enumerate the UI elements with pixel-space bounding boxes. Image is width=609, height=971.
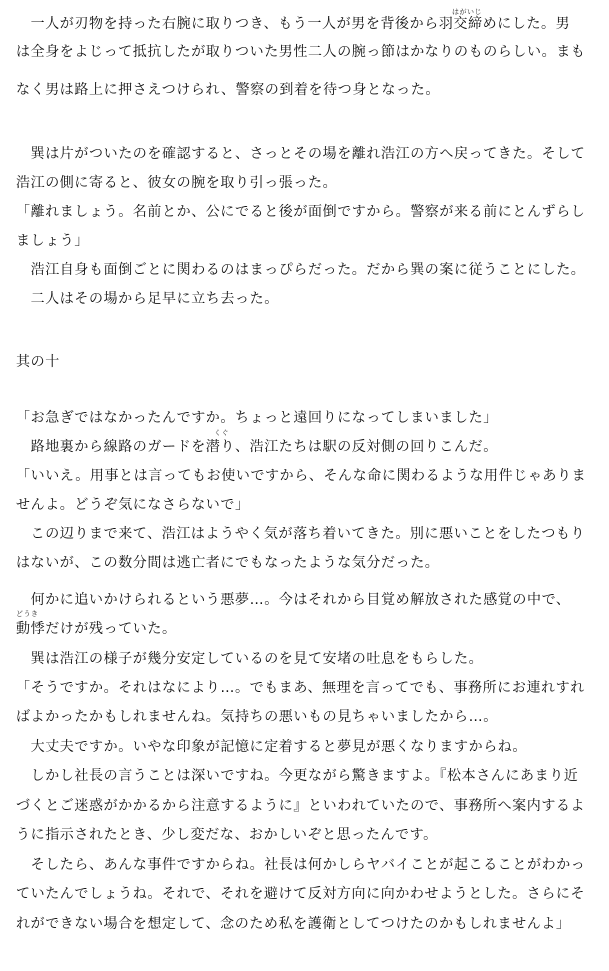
ruby-annotation: どうき [16, 610, 39, 618]
text-line: は全身をよじって抵抗したが取りついた男性二人の腕っ節はかなりのものらしい。まも [16, 44, 586, 60]
text-line: ばよかったかもしれませんね。気持ちの悪いもの見ちゃいましたから…。 [16, 709, 498, 725]
text-line: この辺りまで来て、浩江はようやく気が落ち着いてきた。別に悪いことをしたつもり [16, 526, 586, 542]
ruby-annotation: はがいじ [452, 8, 482, 16]
text-line: ましょう」 [16, 233, 89, 249]
text-line: 「お急ぎではなかったんですか。ちょっと遠回りになってしまいました」 [16, 410, 498, 426]
text-line: 二人はその場から足早に立ち去った。 [16, 291, 279, 307]
text-line: 浩江自身も面倒ごとに関わるのはまっぴらだった。だから巽の案に従うことにした。 [16, 262, 586, 278]
text-line: しかし社長の言うことは深いですね。今更ながら驚きますよ。『松本さんにあまり近 [16, 768, 579, 784]
text-line: れができない場合を想定して、念のため私を護衛としてつけたのかもしれませんよ」 [16, 916, 571, 932]
text-line: 一人が刃物を持った右腕に取りつき、もう一人が男を背後から羽交締めにした。男 [16, 16, 571, 32]
text-line: せんよ。どうぞ気になさらないで」 [16, 497, 250, 513]
text-line: 大丈夫ですか。いやな印象が記憶に定着すると夢見が悪くなりますからね。 [16, 739, 527, 755]
text-line: 「離れましょう。名前とか、公にでると後が面倒ですから。警察が来る前にとんずらし [16, 204, 586, 220]
text-line: 巽は片がついたのを確認すると、さっとその場を離れ浩江の方へ戻ってきた。そして [16, 146, 586, 162]
text-line: はないが、この数分間は逃亡者にでもなったような気分だった。 [16, 555, 440, 571]
text-line: 路地裏から線路のガードを潜り、浩江たちは駅の反対側の回りこんだ。 [16, 439, 498, 455]
text-line: 「そうですか。それはなにより…。でもまあ、無理を言ってでも、事務所にお連れすれ [16, 680, 585, 696]
section-heading: 其の十 [16, 354, 60, 370]
text-line: 「いいえ。用事とは言ってもお使いですから、そんな命に関わるような用件じゃありま [16, 468, 587, 484]
text-line: そしたら、あんな事件ですからね。社長は何かしらヤバイことが起こることがわかっ [16, 857, 586, 873]
text-line: 浩江の側に寄ると、彼女の腕を取り引っ張った。 [16, 175, 338, 191]
text-line: 巽は浩江の様子が幾分安定しているのを見て安堵の吐息をもらした。 [16, 651, 484, 667]
text-line: ていたんでしょうね。それで、それを避けて反対方向に向かわせようとした。さらにそ [16, 886, 586, 902]
text-line: うに指示されたとき、少し変だな、おかしいぞと思ったんです。 [16, 827, 438, 843]
text-line: 動悸だけが残っていた。 [16, 621, 177, 637]
text-line: づくとご迷惑がかかるから注意するように』といわれていたので、事務所へ案内するよ [16, 798, 586, 814]
text-line: なく男は路上に押さえつけられ、警察の到着を待つ身となった。 [16, 82, 440, 98]
ruby-annotation: くぐ [214, 429, 229, 437]
text-line: 何かに追いかけられるという悪夢…。今はそれから目覚め解放された感覚の中で、 [16, 592, 571, 608]
